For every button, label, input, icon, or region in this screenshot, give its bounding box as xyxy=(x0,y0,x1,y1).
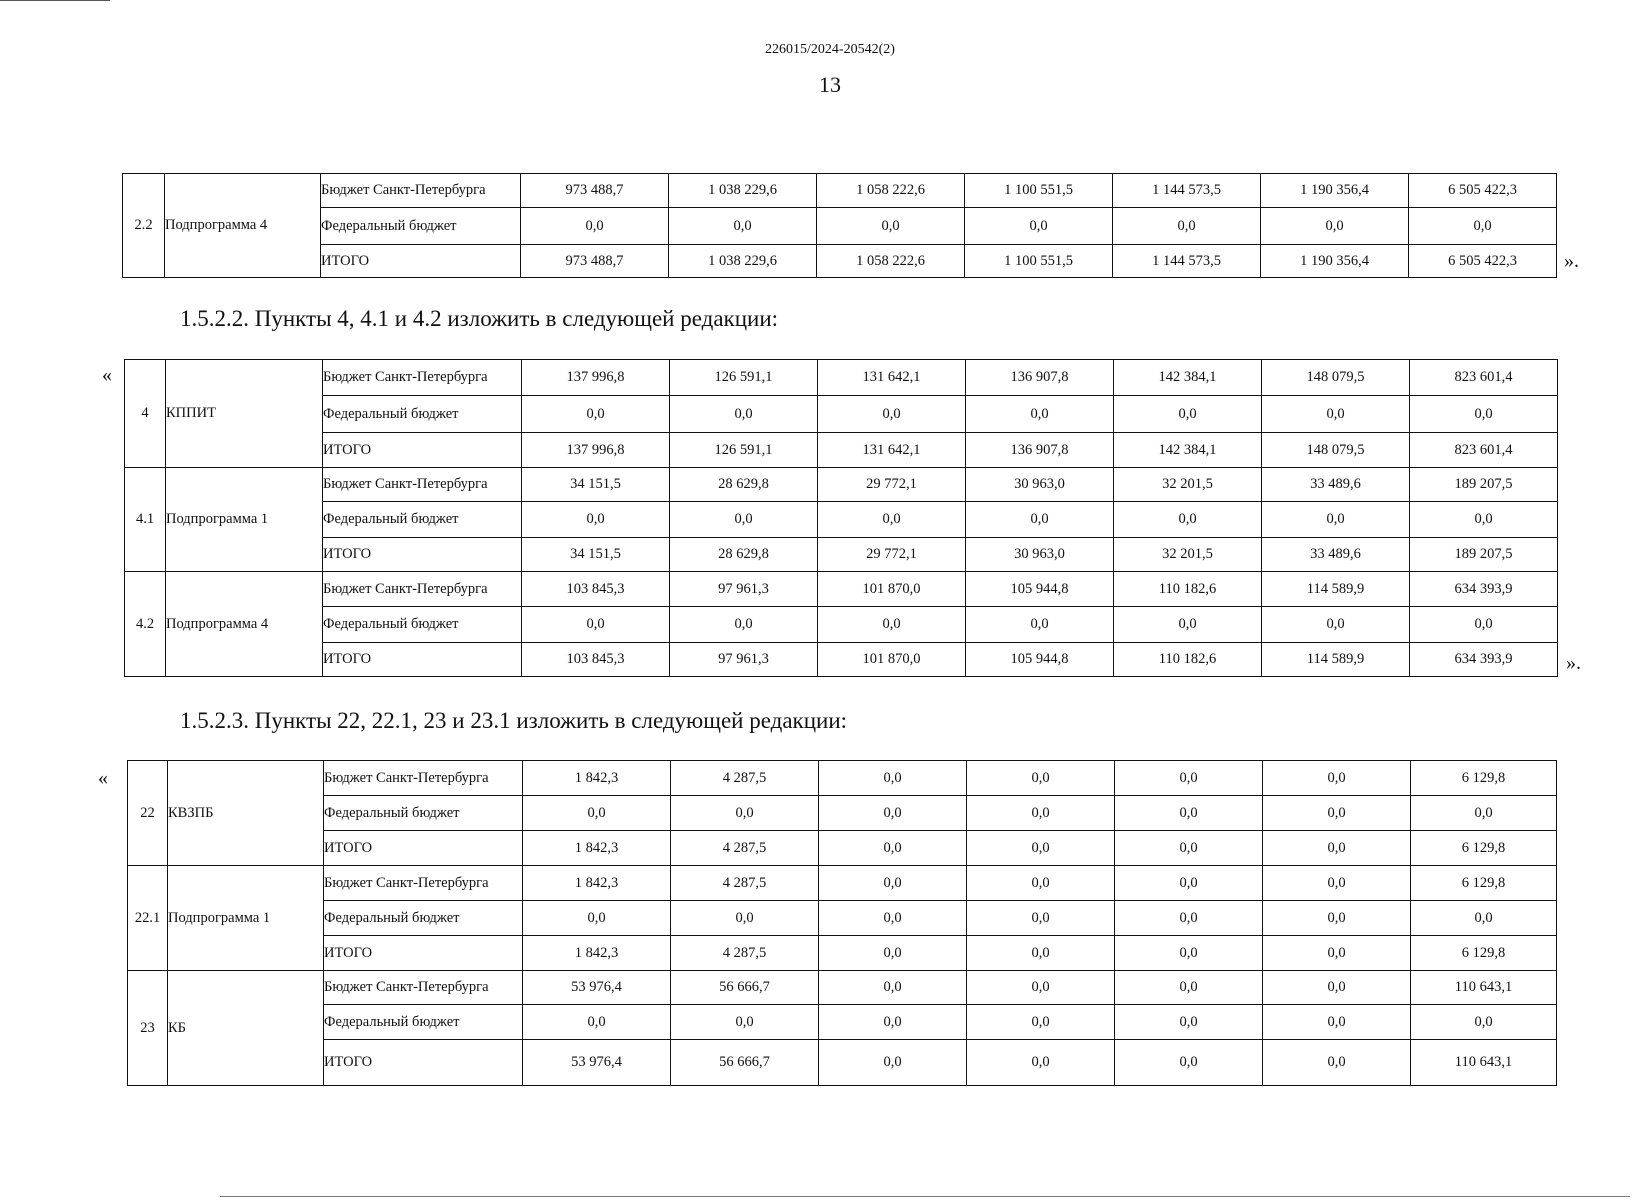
value-cell: 32 201,5 xyxy=(1114,468,1262,502)
value-cell: 0,0 xyxy=(522,502,670,538)
total-value-cell: 0,0 xyxy=(1410,502,1558,538)
funding-source: Федеральный бюджет xyxy=(324,796,523,831)
value-cell: 33 489,6 xyxy=(1262,538,1410,572)
table-row xyxy=(125,502,1558,538)
table-row xyxy=(128,761,1557,796)
table-row xyxy=(128,1040,1557,1086)
value-cell: 0,0 xyxy=(967,796,1115,831)
value-cell: 0,0 xyxy=(966,396,1114,433)
funding-source: ИТОГО xyxy=(324,831,523,866)
value-cell: 0,0 xyxy=(967,761,1115,796)
table-row xyxy=(128,901,1557,936)
total-value-cell: 0,0 xyxy=(1409,208,1557,245)
value-cell: 0,0 xyxy=(523,1005,671,1040)
value-cell: 30 963,0 xyxy=(966,538,1114,572)
value-cell: 0,0 xyxy=(670,607,818,643)
total-value-cell: 0,0 xyxy=(1411,796,1557,831)
value-cell: 0,0 xyxy=(1262,607,1410,643)
item-number: 2.2 xyxy=(123,174,165,278)
table-row xyxy=(128,866,1557,901)
total-value-cell: 6 129,8 xyxy=(1411,936,1557,971)
value-cell: 103 845,3 xyxy=(522,643,670,677)
value-cell: 0,0 xyxy=(967,1005,1115,1040)
value-cell: 0,0 xyxy=(669,208,817,245)
value-cell: 34 151,5 xyxy=(522,468,670,502)
total-value-cell: 6 505 422,3 xyxy=(1409,174,1557,208)
funding-source: Федеральный бюджет xyxy=(323,607,522,643)
value-cell: 0,0 xyxy=(1262,396,1410,433)
value-cell: 0,0 xyxy=(1113,208,1261,245)
value-cell: 0,0 xyxy=(522,607,670,643)
total-value-cell: 110 643,1 xyxy=(1411,1040,1557,1086)
value-cell: 97 961,3 xyxy=(670,572,818,607)
value-cell: 0,0 xyxy=(818,502,966,538)
table-row xyxy=(123,245,1557,278)
value-cell: 126 591,1 xyxy=(670,433,818,468)
item-number: 22.1 xyxy=(128,866,168,971)
item-number: 23 xyxy=(128,971,168,1086)
value-cell: 0,0 xyxy=(671,901,819,936)
total-value-cell: 634 393,9 xyxy=(1410,572,1558,607)
value-cell: 0,0 xyxy=(1263,1040,1411,1086)
funding-source: Бюджет Санкт-Петербурга xyxy=(323,572,522,607)
value-cell: 1 842,3 xyxy=(523,866,671,901)
item-name: КВЗПБ xyxy=(168,761,324,866)
page-edge-bottom xyxy=(220,1196,1630,1197)
value-cell: 1 100 551,5 xyxy=(965,174,1113,208)
value-cell: 0,0 xyxy=(1115,936,1263,971)
value-cell: 114 589,9 xyxy=(1262,643,1410,677)
total-value-cell: 6 505 422,3 xyxy=(1409,245,1557,278)
item-name: КБ xyxy=(168,971,324,1086)
value-cell: 1 058 222,6 xyxy=(817,174,965,208)
value-cell: 973 488,7 xyxy=(521,245,669,278)
value-cell: 0,0 xyxy=(1115,831,1263,866)
page-number: 13 xyxy=(819,72,841,97)
value-cell: 0,0 xyxy=(521,208,669,245)
funding-source: ИТОГО xyxy=(324,1040,523,1086)
total-value-cell: 110 643,1 xyxy=(1411,971,1557,1005)
total-value-cell: 823 601,4 xyxy=(1410,360,1558,396)
table-row xyxy=(125,468,1558,502)
value-cell: 0,0 xyxy=(967,831,1115,866)
value-cell: 0,0 xyxy=(819,901,967,936)
value-cell: 0,0 xyxy=(817,208,965,245)
value-cell: 1 038 229,6 xyxy=(669,174,817,208)
total-value-cell: 823 601,4 xyxy=(1410,433,1558,468)
value-cell: 0,0 xyxy=(1263,761,1411,796)
value-cell: 0,0 xyxy=(819,866,967,901)
value-cell: 148 079,5 xyxy=(1262,360,1410,396)
value-cell: 0,0 xyxy=(1114,502,1262,538)
value-cell: 1 842,3 xyxy=(523,936,671,971)
value-cell: 0,0 xyxy=(818,607,966,643)
value-cell: 0,0 xyxy=(1115,901,1263,936)
value-cell: 0,0 xyxy=(819,831,967,866)
table-row xyxy=(125,433,1558,468)
value-cell: 0,0 xyxy=(523,796,671,831)
funding-source: Федеральный бюджет xyxy=(321,208,521,245)
value-cell: 29 772,1 xyxy=(818,538,966,572)
value-cell: 0,0 xyxy=(819,1040,967,1086)
value-cell: 0,0 xyxy=(671,1005,819,1040)
value-cell: 110 182,6 xyxy=(1114,572,1262,607)
table-row xyxy=(128,936,1557,971)
value-cell: 137 996,8 xyxy=(522,433,670,468)
value-cell: 0,0 xyxy=(1263,831,1411,866)
total-value-cell: 0,0 xyxy=(1410,396,1558,433)
total-value-cell: 634 393,9 xyxy=(1410,643,1558,677)
value-cell: 0,0 xyxy=(671,796,819,831)
value-cell: 103 845,3 xyxy=(522,572,670,607)
value-cell: 32 201,5 xyxy=(1114,538,1262,572)
value-cell: 30 963,0 xyxy=(966,468,1114,502)
table-row xyxy=(128,796,1557,831)
value-cell: 105 944,8 xyxy=(966,643,1114,677)
value-cell: 142 384,1 xyxy=(1114,360,1262,396)
value-cell: 136 907,8 xyxy=(966,433,1114,468)
value-cell: 0,0 xyxy=(819,1005,967,1040)
section-heading-1-5-2-3: 1.5.2.3. Пункты 22, 22.1, 23 и 23.1 изложить в следующей редакции: xyxy=(180,708,848,733)
value-cell: 0,0 xyxy=(818,396,966,433)
item-number: 4 xyxy=(125,360,166,468)
value-cell: 33 489,6 xyxy=(1262,468,1410,502)
value-cell: 126 591,1 xyxy=(670,360,818,396)
total-value-cell: 189 207,5 xyxy=(1410,538,1558,572)
value-cell: 28 629,8 xyxy=(670,468,818,502)
funding-source: Бюджет Санкт-Петербурга xyxy=(321,174,521,208)
item-number: 22 xyxy=(128,761,168,866)
value-cell: 0,0 xyxy=(819,796,967,831)
funding-source: ИТОГО xyxy=(324,936,523,971)
total-value-cell: 0,0 xyxy=(1411,901,1557,936)
funding-source: Федеральный бюджет xyxy=(323,396,522,433)
value-cell: 0,0 xyxy=(967,936,1115,971)
value-cell: 1 842,3 xyxy=(523,831,671,866)
total-value-cell: 6 129,8 xyxy=(1411,866,1557,901)
value-cell: 148 079,5 xyxy=(1262,433,1410,468)
value-cell: 0,0 xyxy=(819,761,967,796)
table-row xyxy=(125,572,1558,607)
table-row xyxy=(125,360,1558,396)
value-cell: 29 772,1 xyxy=(818,468,966,502)
funding-source: Бюджет Санкт-Петербурга xyxy=(324,866,523,901)
value-cell: 0,0 xyxy=(1114,396,1262,433)
funding-source: ИТОГО xyxy=(321,245,521,278)
funding-source: Федеральный бюджет xyxy=(324,901,523,936)
value-cell: 1 144 573,5 xyxy=(1113,174,1261,208)
value-cell: 0,0 xyxy=(819,971,967,1005)
budget-table-1 xyxy=(122,173,1557,278)
table-row xyxy=(125,607,1558,643)
value-cell: 0,0 xyxy=(1115,796,1263,831)
item-number: 4.2 xyxy=(125,572,166,677)
value-cell: 0,0 xyxy=(522,396,670,433)
value-cell: 0,0 xyxy=(670,396,818,433)
table-row xyxy=(123,208,1557,245)
value-cell: 1 190 356,4 xyxy=(1261,245,1409,278)
value-cell: 53 976,4 xyxy=(523,1040,671,1086)
value-cell: 1 144 573,5 xyxy=(1113,245,1261,278)
value-cell: 136 907,8 xyxy=(966,360,1114,396)
value-cell: 0,0 xyxy=(1263,971,1411,1005)
funding-source: ИТОГО xyxy=(323,643,522,677)
value-cell: 0,0 xyxy=(967,901,1115,936)
value-cell: 34 151,5 xyxy=(522,538,670,572)
value-cell: 53 976,4 xyxy=(523,971,671,1005)
table-row xyxy=(128,971,1557,1005)
budget-table-2 xyxy=(124,359,1558,677)
value-cell: 0,0 xyxy=(1262,502,1410,538)
funding-source: Федеральный бюджет xyxy=(324,1005,523,1040)
total-value-cell: 6 129,8 xyxy=(1411,761,1557,796)
value-cell: 0,0 xyxy=(1263,901,1411,936)
total-value-cell: 189 207,5 xyxy=(1410,468,1558,502)
funding-source: ИТОГО xyxy=(323,433,522,468)
value-cell: 101 870,0 xyxy=(818,643,966,677)
funding-source: Бюджет Санкт-Петербурга xyxy=(324,971,523,1005)
value-cell: 4 287,5 xyxy=(671,761,819,796)
value-cell: 110 182,6 xyxy=(1114,643,1262,677)
value-cell: 4 287,5 xyxy=(671,866,819,901)
value-cell: 1 038 229,6 xyxy=(669,245,817,278)
value-cell: 0,0 xyxy=(1115,761,1263,796)
value-cell: 0,0 xyxy=(1263,936,1411,971)
value-cell: 131 642,1 xyxy=(818,433,966,468)
opening-quote-2: « xyxy=(102,364,112,386)
value-cell: 0,0 xyxy=(1115,1040,1263,1086)
section-heading-1-5-2-2: 1.5.2.2. Пункты 4, 4.1 и 4.2 изложить в следующей редакции: xyxy=(180,306,779,331)
item-name: Подпрограмма 4 xyxy=(166,572,323,677)
table-row xyxy=(123,174,1557,208)
value-cell: 0,0 xyxy=(1263,1005,1411,1040)
table-row xyxy=(125,396,1558,433)
value-cell: 131 642,1 xyxy=(818,360,966,396)
funding-source: Федеральный бюджет xyxy=(323,502,522,538)
value-cell: 0,0 xyxy=(819,936,967,971)
value-cell: 0,0 xyxy=(967,1040,1115,1086)
value-cell: 0,0 xyxy=(1115,971,1263,1005)
value-cell: 0,0 xyxy=(1261,208,1409,245)
item-number: 4.1 xyxy=(125,468,166,572)
value-cell: 0,0 xyxy=(966,607,1114,643)
value-cell: 56 666,7 xyxy=(671,971,819,1005)
table-row xyxy=(128,1005,1557,1040)
funding-source: ИТОГО xyxy=(323,538,522,572)
item-name: Подпрограмма 4 xyxy=(165,174,321,278)
value-cell: 1 058 222,6 xyxy=(817,245,965,278)
document-number: 226015/2024-20542(2) xyxy=(765,42,895,57)
value-cell: 114 589,9 xyxy=(1262,572,1410,607)
table-row xyxy=(125,538,1558,572)
value-cell: 142 384,1 xyxy=(1114,433,1262,468)
page-edge-top xyxy=(0,0,110,1)
value-cell: 0,0 xyxy=(967,971,1115,1005)
value-cell: 1 190 356,4 xyxy=(1261,174,1409,208)
value-cell: 0,0 xyxy=(966,502,1114,538)
funding-source: Бюджет Санкт-Петербурга xyxy=(324,761,523,796)
value-cell: 56 666,7 xyxy=(671,1040,819,1086)
item-name: КППИТ xyxy=(166,360,323,468)
value-cell: 973 488,7 xyxy=(521,174,669,208)
value-cell: 4 287,5 xyxy=(671,936,819,971)
value-cell: 4 287,5 xyxy=(671,831,819,866)
value-cell: 137 996,8 xyxy=(522,360,670,396)
total-value-cell: 0,0 xyxy=(1411,1005,1557,1040)
value-cell: 0,0 xyxy=(1263,866,1411,901)
value-cell: 0,0 xyxy=(1115,1005,1263,1040)
value-cell: 0,0 xyxy=(1263,796,1411,831)
table-row xyxy=(128,831,1557,866)
value-cell: 0,0 xyxy=(1114,607,1262,643)
value-cell: 0,0 xyxy=(670,502,818,538)
item-name: Подпрограмма 1 xyxy=(166,468,323,572)
table-row xyxy=(125,643,1558,677)
item-name: Подпрограмма 1 xyxy=(168,866,324,971)
closing-quote-1: ». xyxy=(1564,250,1579,272)
total-value-cell: 6 129,8 xyxy=(1411,831,1557,866)
closing-quote-2: ». xyxy=(1566,652,1581,674)
total-value-cell: 0,0 xyxy=(1410,607,1558,643)
value-cell: 1 100 551,5 xyxy=(965,245,1113,278)
value-cell: 0,0 xyxy=(523,901,671,936)
value-cell: 0,0 xyxy=(967,866,1115,901)
value-cell: 1 842,3 xyxy=(523,761,671,796)
opening-quote-3: « xyxy=(98,767,108,789)
value-cell: 0,0 xyxy=(1115,866,1263,901)
value-cell: 0,0 xyxy=(965,208,1113,245)
value-cell: 101 870,0 xyxy=(818,572,966,607)
value-cell: 105 944,8 xyxy=(966,572,1114,607)
funding-source: Бюджет Санкт-Петербурга xyxy=(323,468,522,502)
value-cell: 97 961,3 xyxy=(670,643,818,677)
budget-table-3 xyxy=(127,760,1557,1086)
value-cell: 28 629,8 xyxy=(670,538,818,572)
funding-source: Бюджет Санкт-Петербурга xyxy=(323,360,522,396)
